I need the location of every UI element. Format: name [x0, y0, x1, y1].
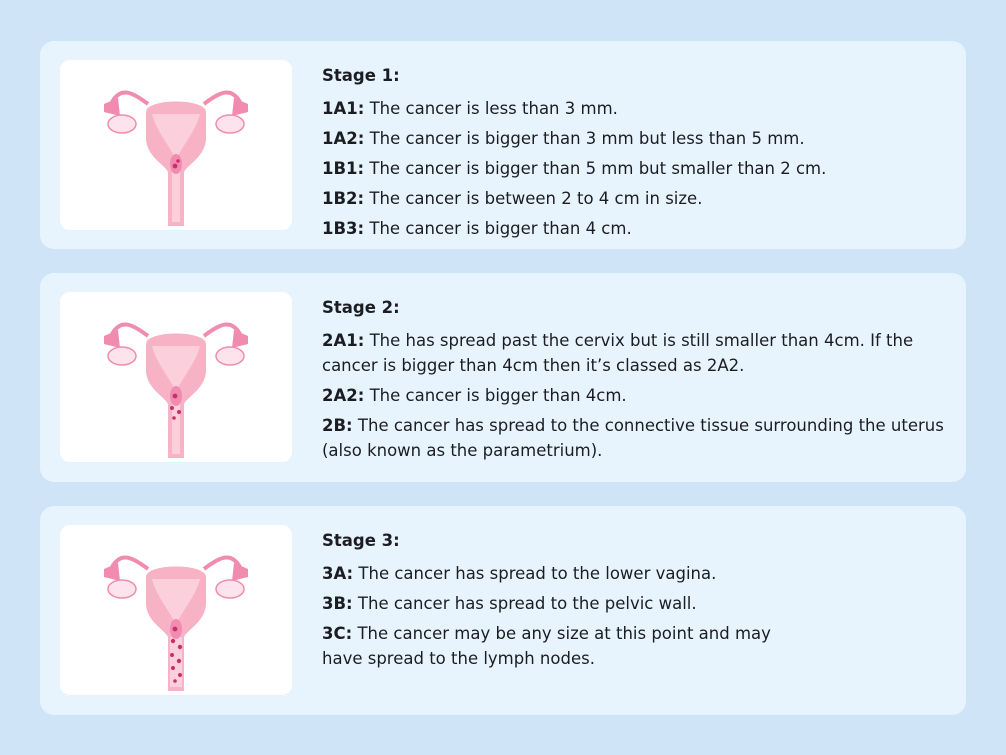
uterus-drawing	[104, 324, 248, 458]
stage-code: 1B3:	[322, 219, 365, 238]
stage-item	[322, 126, 952, 151]
stage-item	[322, 96, 952, 121]
stage-description: The cancer is bigger than 4 cm.	[369, 219, 632, 238]
stage-2-card	[40, 273, 966, 482]
uterus-drawing	[104, 92, 248, 226]
stage-item	[322, 561, 952, 586]
stage-description: The cancer is bigger than 5 mm but smaller than 2 cm.	[369, 159, 827, 178]
stage-description: The cancer is between 2 to 4 cm in size.	[369, 189, 703, 208]
stage-2-text	[322, 293, 952, 463]
stage-code: 2A1:	[322, 331, 365, 350]
stage-code: 1B2:	[322, 189, 365, 208]
stage-item	[322, 413, 952, 463]
stage-item	[322, 621, 782, 671]
stage-code: 2A2:	[322, 386, 365, 405]
stage-code: 2B:	[322, 416, 353, 435]
stage-item	[322, 186, 952, 211]
stage-1-title: Stage 1:	[322, 66, 400, 85]
stage-description: The cancer is bigger than 4cm.	[369, 386, 627, 405]
stage-item	[322, 328, 952, 378]
stage-description: The cancer has spread to the connective tissue surrounding the uterus (also known as the parametrium).	[322, 416, 944, 460]
stage-3-title: Stage 3:	[322, 531, 400, 550]
stage-description: The cancer is bigger than 3 mm but less than 5 mm.	[369, 129, 805, 148]
stage-item	[322, 156, 952, 181]
uterus-drawing	[104, 557, 248, 691]
stage-description: The cancer has spread to the pelvic wall.	[357, 594, 697, 613]
uterus-icon	[60, 292, 292, 462]
stage-code: 3C:	[322, 624, 353, 643]
stage-code: 3B:	[322, 594, 353, 613]
stage-2-title: Stage 2:	[322, 298, 400, 317]
stage-3-illustration	[60, 525, 292, 695]
stage-3-text	[322, 526, 952, 671]
stage-description: The cancer is less than 3 mm.	[369, 99, 618, 118]
stage-code: 1A2:	[322, 129, 365, 148]
uterus-icon	[60, 525, 292, 695]
stage-1-text	[322, 61, 952, 241]
stage-item	[322, 383, 952, 408]
stage-code: 1A1:	[322, 99, 365, 118]
stage-description: The has spread past the cervix but is still smaller than 4cm. If the cancer is bigger than 4cm then it’s classed as 2A2.	[322, 331, 914, 375]
stage-3-card	[40, 506, 966, 715]
stage-1-card	[40, 41, 966, 249]
stage-code: 1B1:	[322, 159, 365, 178]
stage-item	[322, 591, 952, 616]
stage-code: 3A:	[322, 564, 354, 583]
stage-2-illustration	[60, 292, 292, 462]
stage-item	[322, 216, 952, 241]
stage-description: The cancer has spread to the lower vagina.	[358, 564, 717, 583]
stage-1-illustration	[60, 60, 292, 230]
uterus-icon	[60, 60, 292, 230]
stage-description: The cancer may be any size at this point and may have spread to the lymph nodes.	[322, 624, 771, 668]
